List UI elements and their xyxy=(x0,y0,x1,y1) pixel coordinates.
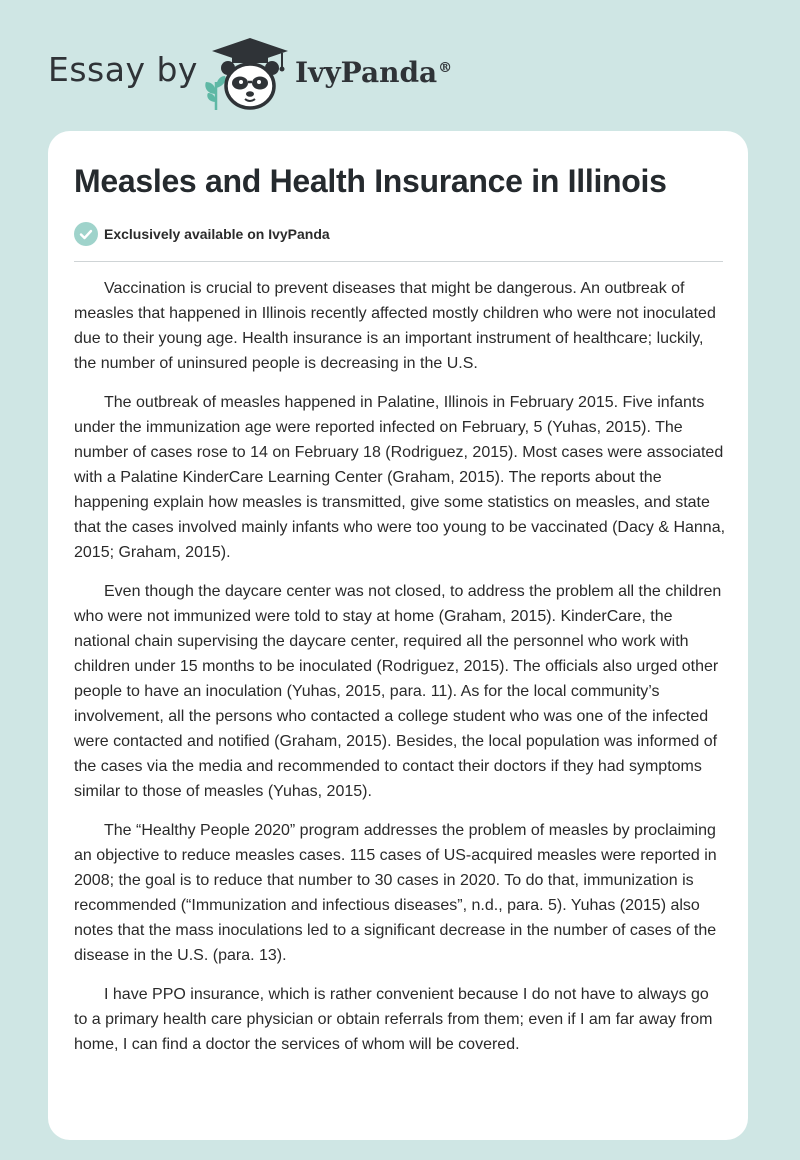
brand-name[interactable] xyxy=(295,56,452,89)
paragraph: The outbreak of measles happened in Palatine, Illinois in February 2015. Five infants under the immunization age were reported infected on February, 5 (Yuhas, 2015). The number of cases rose to 14 on February 18 (Rodriguez, 2015). Most cases were associated with a Palatine KinderCare Learning Center (Graham, 2015). The reports about the happening explain how measles is transmitted, give some statistics on measles, and state that the cases involved mainly infants who were too young to be vaccinated (Dacy & Hanna, 2015; Graham, 2015). xyxy=(74,394,726,561)
brand-label: IvyPanda xyxy=(295,56,438,89)
paragraph: The “Healthy People 2020” program addresses the problem of measles by proclaiming an objective to reduce measles cases. 115 cases of US-acquired measles were reported in 2008; the goal is to reduce that number to 30 cases in 2020. To do that, immunization is recommended (“Immunization and infectious diseases”, n.d., para. 5). Yuhas (2015) also notes that the mass inoculations led to a significant decrease in the number of cases of the disease in the U.S. (para. 13). xyxy=(74,822,717,964)
essay-by-label: Essay by xyxy=(48,50,198,89)
site-header xyxy=(0,0,800,120)
page-title: Measles and Health Insurance in Illinois xyxy=(74,163,667,199)
registered-mark: ® xyxy=(438,59,453,76)
exclusive-label: Exclusively available on IvyPanda xyxy=(104,226,330,242)
check-circle-icon xyxy=(74,222,98,246)
essay-card xyxy=(48,131,748,1140)
paragraph: I have PPO insurance, which is rather convenient because I do not have to always go to a primary health care physician or obtain referrals from them; even if I am far away from home, I can find a doctor the services of whom will be covered. xyxy=(74,986,713,1053)
essay-body xyxy=(74,276,726,1071)
panda-graduate-icon[interactable] xyxy=(198,36,294,112)
divider xyxy=(74,261,723,262)
exclusive-badge xyxy=(74,222,330,246)
paragraph: Even though the daycare center was not closed, to address the problem all the children who were not immunized were told to stay at home (Graham, 2015). KinderCare, the national chain supervising the daycare center, required all the personnel who work with children under 15 months to be inoculated (Rodriguez, 2015). The officials also urged other people to have an inoculation (Yuhas, 2015, para. 11). As for the local community’s involvement, all the persons who contacted a college student who was one of the infected were contacted and notified (Graham, 2015). Besides, the local population was informed of the cases via the media and recommended to contact their doctors if they had symptoms similar to those of measles (Yuhas, 2015). xyxy=(74,583,722,800)
leaf-icon xyxy=(205,76,225,110)
paragraph: Vaccination is crucial to prevent diseases that might be dangerous. An outbreak of measles that happened in Illinois recently affected mostly children who were not inoculated due to their young age. Health insurance is an important instrument of healthcare; luckily, the number of uninsured people is decreasing in the U.S. xyxy=(74,280,716,372)
